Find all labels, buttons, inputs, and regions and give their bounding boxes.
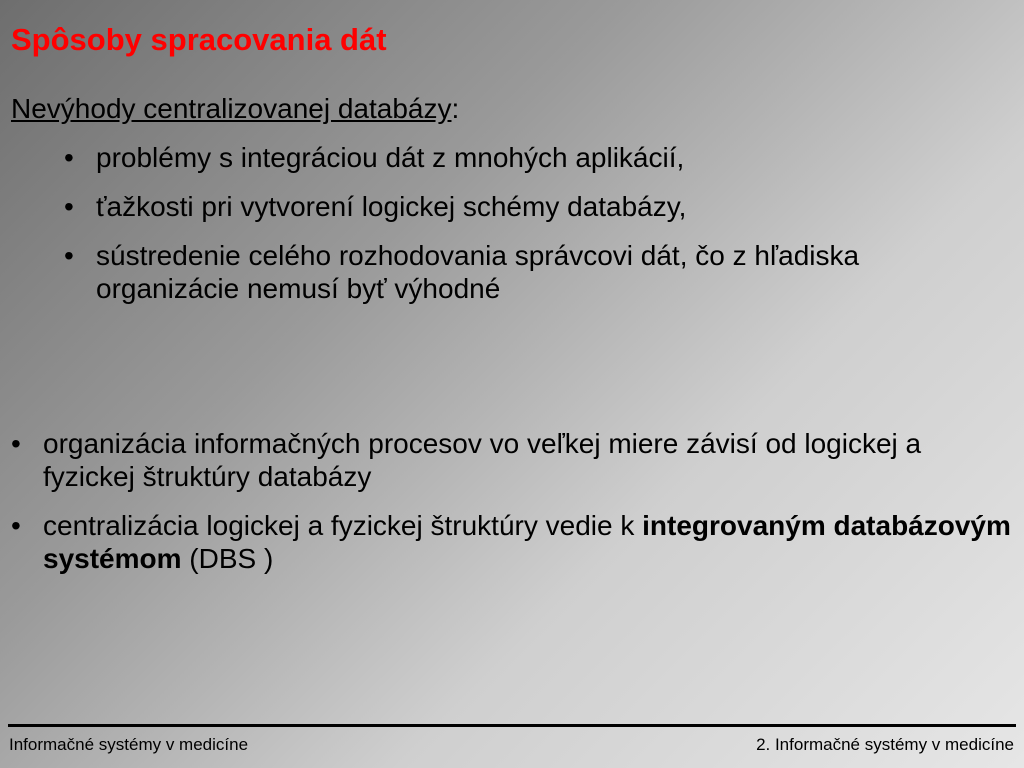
- bullet-icon: •: [64, 191, 74, 222]
- main-points-list: [11, 427, 1013, 591]
- footer-left-text: Informačné systémy v medicíne: [9, 735, 249, 754]
- section-heading-colon: :: [451, 93, 460, 124]
- bullet-icon: •: [11, 510, 21, 541]
- footer-right-text: 2. Informačné systémy v medicíne: [756, 735, 1014, 754]
- list-item-text-after: (DBS ): [181, 543, 274, 574]
- slide-title: Spôsoby spracovania dát: [11, 22, 387, 57]
- list-item: [64, 190, 996, 223]
- list-item: [11, 509, 1013, 575]
- list-item-text: sústredenie celého rozhodovania správcovi dát, čo z hľadiska organizácie nemusí byť výhodné: [96, 240, 860, 304]
- list-item-text: ťažkosti pri vytvorení logickej schémy databázy,: [96, 191, 687, 222]
- section-heading-label: Nevýhody centralizovanej databázy: [11, 93, 452, 124]
- list-item-text: problémy s integráciou dát z mnohých aplikácií,: [96, 142, 685, 173]
- bullet-icon: •: [11, 428, 21, 459]
- list-item-text-before: centralizácia logickej a fyzickej štruktúry vedie k: [43, 510, 643, 541]
- list-item-bold-term: integrovaným databázovým systémom: [43, 510, 1011, 574]
- list-item-text: organizácia informačných procesov vo veľkej miere závisí od logickej a fyzickej štruktúry databázy: [43, 428, 922, 492]
- bullet-icon: •: [64, 142, 74, 173]
- disadvantages-list: [64, 141, 996, 321]
- footer-divider: [8, 724, 1016, 727]
- bullet-icon: •: [64, 240, 74, 271]
- section-heading: [11, 92, 459, 126]
- list-item: [64, 239, 996, 305]
- list-item: [64, 141, 996, 174]
- list-item: [11, 427, 1013, 493]
